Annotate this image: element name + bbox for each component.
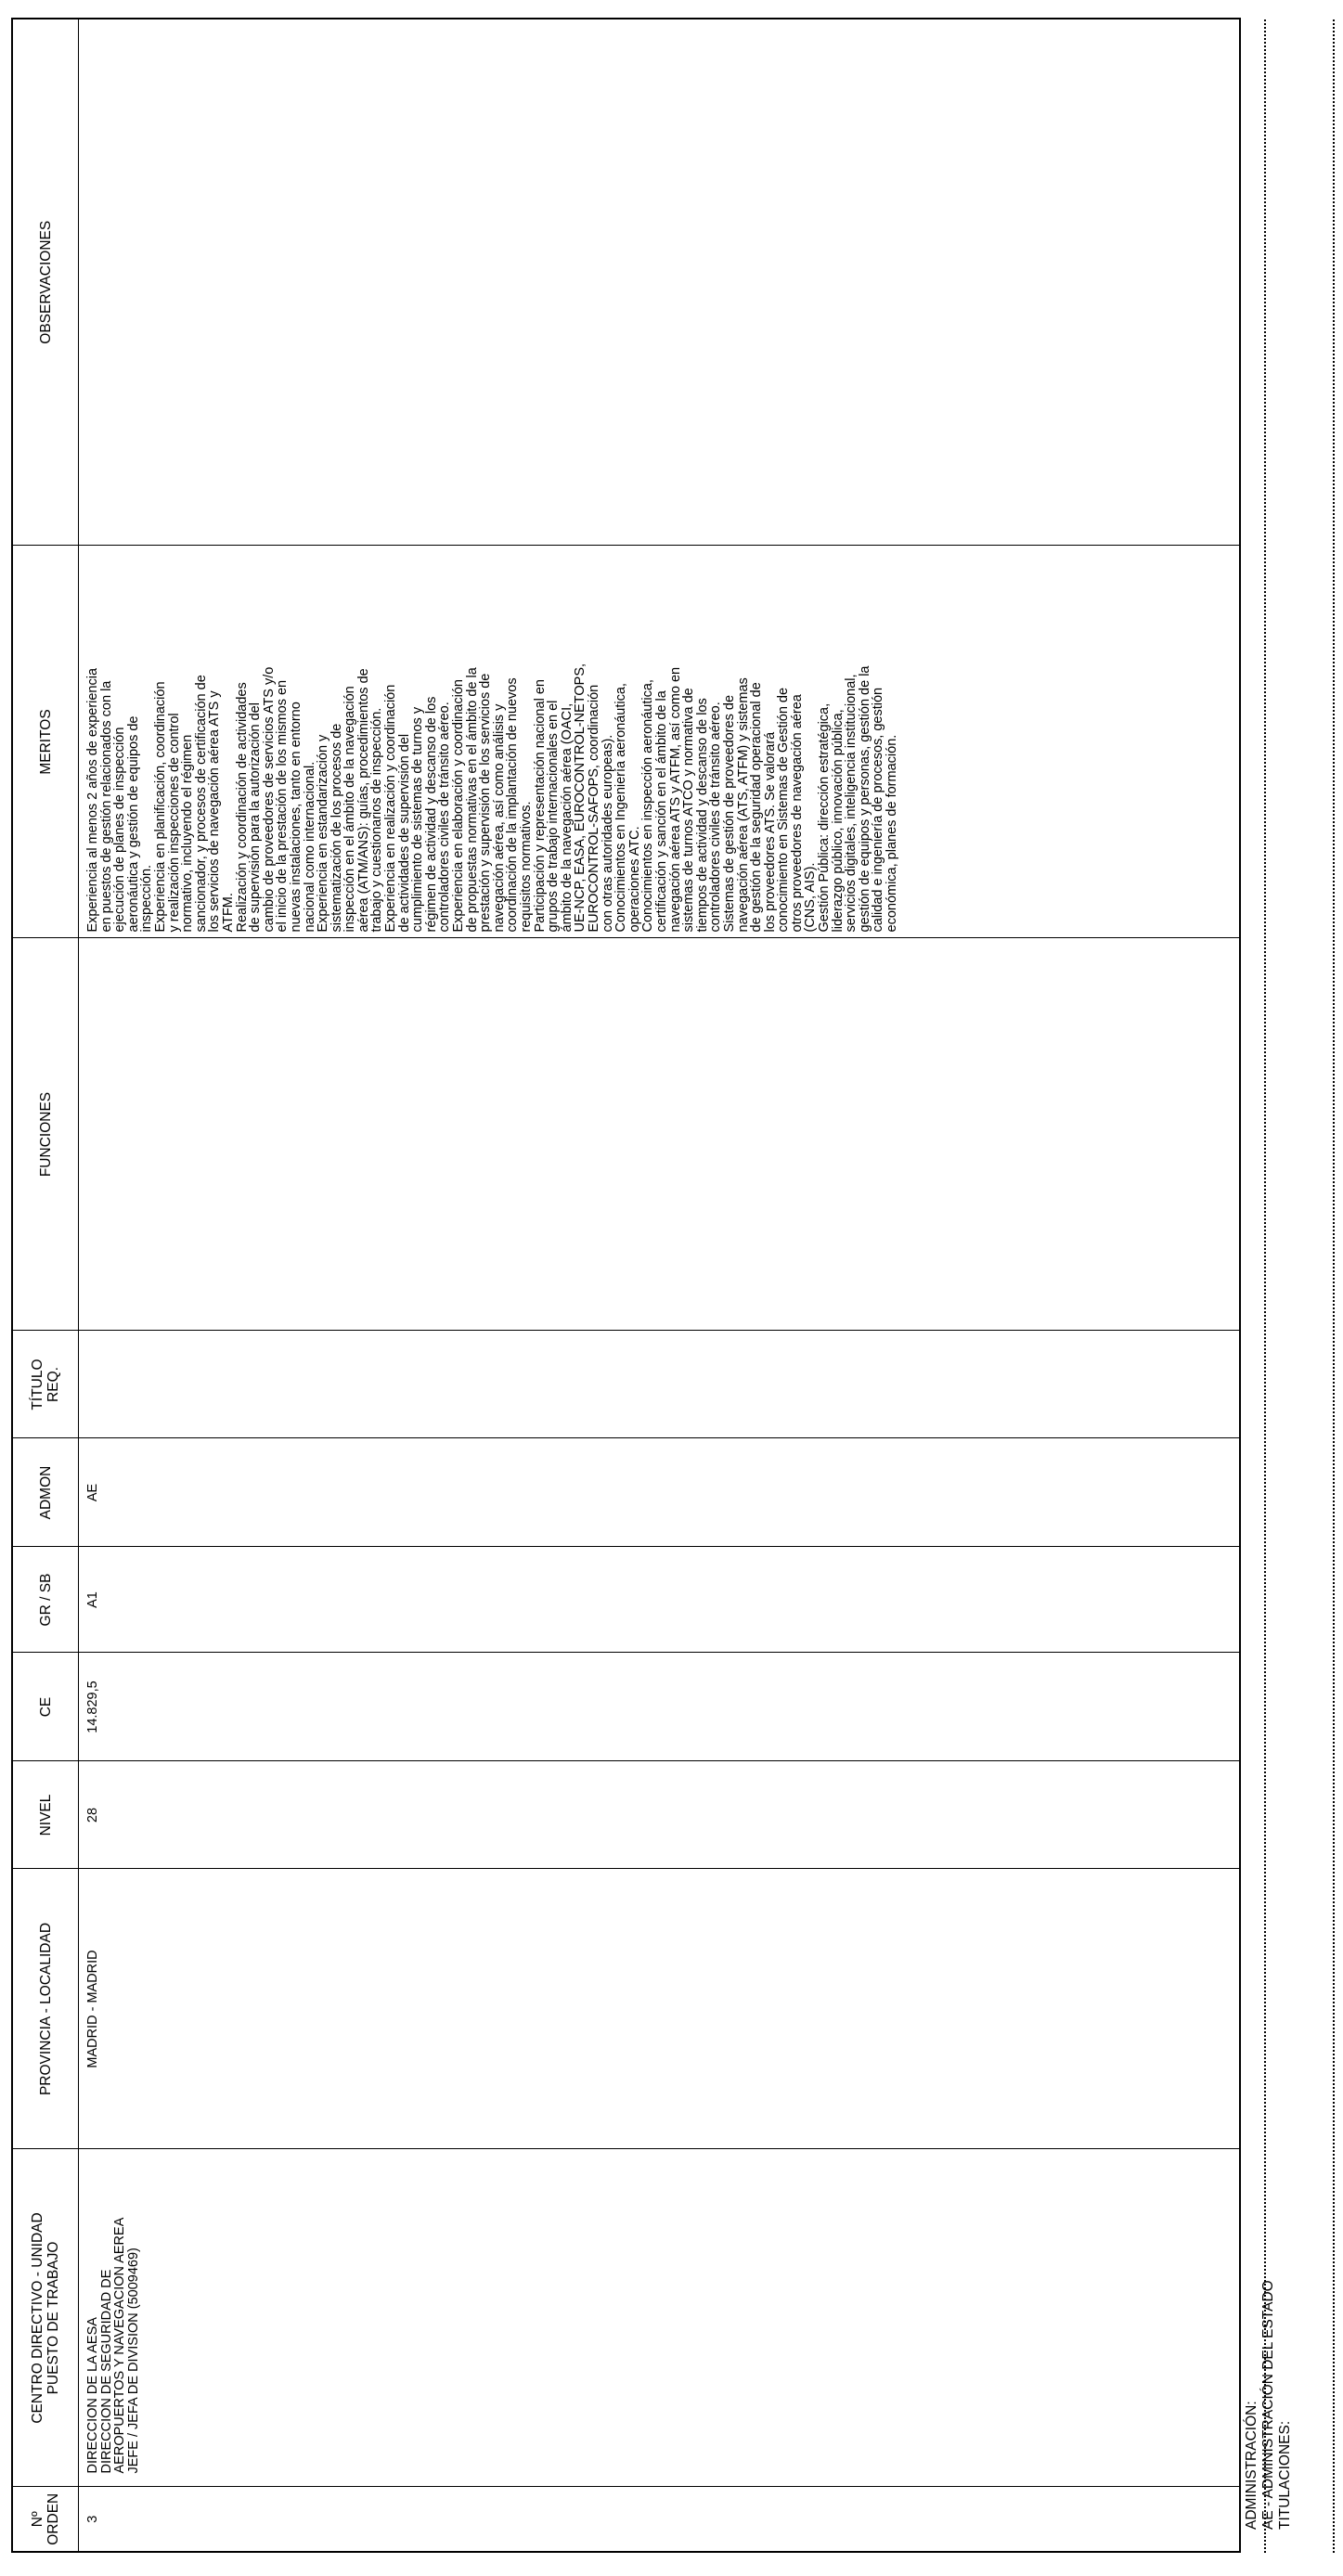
administracion-ae: AE - ADMINISTRACIÓN DEL ESTADO bbox=[1260, 2280, 1276, 2530]
merito-line: grupos de trabajo internacionales en el bbox=[546, 700, 562, 933]
merito-line: Gestión Pública: dirección estratégica, bbox=[817, 702, 833, 933]
header-grsb: GR / SB bbox=[12, 1547, 79, 1653]
merito-line: Realización y coordinación de actividades bbox=[234, 682, 250, 933]
job-positions-table bbox=[11, 18, 1241, 2553]
merito-line: prestación y supervisión de los servicios de bbox=[478, 673, 494, 933]
header-provincia: PROVINCIA - LOCALIDAD bbox=[12, 1869, 79, 2149]
funciones-value bbox=[79, 939, 94, 1331]
administracion-label: ADMINISTRACIÓN: bbox=[1244, 2401, 1259, 2530]
cell-observaciones bbox=[79, 19, 1241, 546]
merito-line: régimen de actividad y descanso de los bbox=[423, 696, 439, 933]
merito-line: requisitos normativos. bbox=[519, 801, 534, 933]
merito-line: en puestos de gestión relacionados con la bbox=[98, 680, 114, 933]
merito-line: sancionador, y procesos de certificación de bbox=[193, 675, 209, 933]
merito-line: los proveedores ATS. Se valorará bbox=[762, 731, 778, 933]
table-row bbox=[79, 19, 1241, 2552]
merito-line: coordinación de la implantación de nuevos bbox=[505, 677, 521, 933]
merito-line: inspección en el ámbito de la navegación bbox=[342, 686, 358, 933]
merito-line: cambio de proveedores de servicios ATS y/o bbox=[261, 666, 277, 933]
merito-line: navegación aérea ATS y ATFM, así como en bbox=[667, 666, 683, 933]
merito-line: controladores civiles de tránsito aéreo. bbox=[437, 702, 453, 933]
cell-ce bbox=[79, 1653, 1241, 1761]
dotted-rule-top bbox=[1264, 19, 1266, 2553]
merito-line: de propuestas normativas en el ámbito de la bbox=[464, 667, 480, 933]
merito-line: Experiencia al menos 2 años de experiencia bbox=[85, 667, 100, 933]
merito-line: tiempos de actividad y descanso de los bbox=[694, 698, 710, 933]
merito-line: calidad e ingeniería de procesos, gestión bbox=[871, 687, 886, 933]
merito-line: con otras autoridades europeas). bbox=[600, 734, 615, 933]
merito-line: EUROCONTROL-SAFOPS, coordinación bbox=[586, 684, 601, 933]
cell-funciones bbox=[79, 938, 1241, 1331]
cell-admon bbox=[79, 1438, 1241, 1547]
merito-line: gestión de equipos y personas, gestión de la bbox=[857, 665, 872, 933]
merito-line: otros proveedores de navegación aérea bbox=[789, 694, 805, 933]
titulaciones-label: TITULACIONES: bbox=[1277, 2420, 1293, 2530]
cell-meritos bbox=[79, 546, 1241, 938]
merito-line: aérea (ATM/ANS): guías, procedimientos de bbox=[355, 668, 371, 933]
merito-line: los servicios de navegación aérea ATS y bbox=[207, 690, 223, 933]
merito-line: (CNS, AIS). bbox=[803, 862, 819, 933]
header-ce: CE bbox=[12, 1653, 79, 1761]
merito-line: económica, planes de formación. bbox=[885, 734, 900, 933]
cell-provincia bbox=[79, 1869, 1241, 2149]
header-meritos: MERITOS bbox=[12, 546, 79, 938]
merito-line: normativo, incluyendo el régimen bbox=[180, 734, 196, 933]
merito-line: certificación y sanción en el ámbito de la bbox=[653, 690, 669, 933]
centro-value: DIRECCION DE LA AESA DIRECCION DE SEGURIDAD DE AEROPUERTOS Y NAVEGACION AEREA JEFE / JEFA DE DIVISION (5009469) bbox=[85, 2217, 141, 2474]
merito-line: inspección. bbox=[139, 864, 155, 933]
table-header-row bbox=[12, 19, 79, 2552]
merito-line: Experiencia en planificación, coordinación bbox=[152, 681, 168, 933]
header-centro: CENTRO DIRECTIVO - UNIDAD PUESTO DE TRABAJO bbox=[12, 2149, 79, 2487]
merito-line: servicios digitales, inteligencia institucional, bbox=[844, 674, 859, 933]
cell-grsb bbox=[79, 1547, 1241, 1653]
merito-line: y realización inspecciones de control bbox=[166, 713, 182, 933]
cell-titulo bbox=[79, 1331, 1241, 1438]
cell-nivel bbox=[79, 1761, 1241, 1869]
merito-line: operaciones ATC. bbox=[626, 826, 642, 933]
dotted-rule-bottom bbox=[1333, 19, 1335, 2553]
merito-line: cumplimiento de sistemas de turnos y bbox=[410, 706, 426, 933]
merito-line: de supervisión para la autorización del bbox=[248, 702, 264, 933]
merito-line: de gestión de la seguridad operacional de bbox=[749, 682, 765, 933]
merito-line: Conocimientos en inspección aeronáutica, bbox=[640, 679, 656, 933]
merito-line: sistemas de turnos ATCO y normativa de bbox=[681, 688, 697, 933]
merito-line: nuevas instalaciones, tanto en entorno bbox=[288, 702, 303, 933]
merito-line: Participación y representación nacional en bbox=[532, 679, 548, 933]
merito-line: ejecución de planes de inspección bbox=[112, 727, 128, 933]
grsb-value: A1 bbox=[85, 1591, 100, 1608]
ce-value: 14.829,5 bbox=[85, 1681, 100, 1733]
admon-value: AE bbox=[85, 1483, 100, 1502]
merito-line: controladores civiles de tránsito aéreo. bbox=[708, 702, 724, 933]
merito-line: el inicio de la prestación de los mismos en bbox=[275, 679, 291, 933]
cell-orden bbox=[79, 2487, 1241, 2552]
merito-line: Experiencia en elaboración y coordinación bbox=[451, 679, 467, 933]
merito-line: Experiencia en estandarización y bbox=[316, 734, 331, 933]
header-titulo: TÍTULO REQ. bbox=[12, 1331, 79, 1438]
merito-line: ámbito de la navegación aérea (OACI, bbox=[559, 702, 575, 933]
merito-line: trabajo y cuestionarios de inspección. bbox=[369, 707, 385, 933]
merito-line: navegación aérea (ATS, ATFM) y sistemas bbox=[735, 677, 751, 933]
merito-line: UE-NCP, EASA, EUROCONTROL-NETOPS, bbox=[573, 663, 588, 933]
titulo-value bbox=[79, 1332, 94, 1438]
merito-line: navegación aérea, así como análisis y bbox=[491, 703, 507, 933]
meritos-value bbox=[79, 547, 907, 938]
merito-line: nacional como internacional. bbox=[302, 761, 317, 933]
cell-centro bbox=[79, 2149, 1241, 2487]
merito-line: Sistemas de gestión de proveedores de bbox=[721, 694, 737, 933]
merito-line: Conocimientos en Ingeniería aeronáutica, bbox=[613, 683, 629, 933]
header-nivel: NIVEL bbox=[12, 1761, 79, 1869]
header-funciones: FUNCIONES bbox=[12, 938, 79, 1331]
merito-line: de actividades de supervisión del bbox=[396, 733, 412, 933]
merito-line: liderazgo público, innovación pública, bbox=[830, 709, 846, 933]
orden-value: 3 bbox=[85, 2515, 100, 2523]
header-orden: Nº ORDEN bbox=[12, 2487, 79, 2552]
nivel-value: 28 bbox=[85, 1807, 100, 1823]
merito-line: ATFM. bbox=[220, 893, 236, 933]
header-observaciones: OBSERVACIONES bbox=[12, 19, 79, 546]
provincia-value: MADRID - MADRID bbox=[85, 1950, 100, 2068]
merito-line: aeronáutica y gestión de equipos de bbox=[125, 715, 141, 933]
observaciones-value bbox=[79, 19, 94, 546]
merito-line: sistematización de los procesos de bbox=[329, 723, 344, 933]
merito-line: conocimiento en Sistemas de Gestión de bbox=[776, 687, 792, 933]
merito-line: Experiencia en realización y coordinación bbox=[383, 684, 399, 933]
header-admon: ADMON bbox=[12, 1438, 79, 1547]
